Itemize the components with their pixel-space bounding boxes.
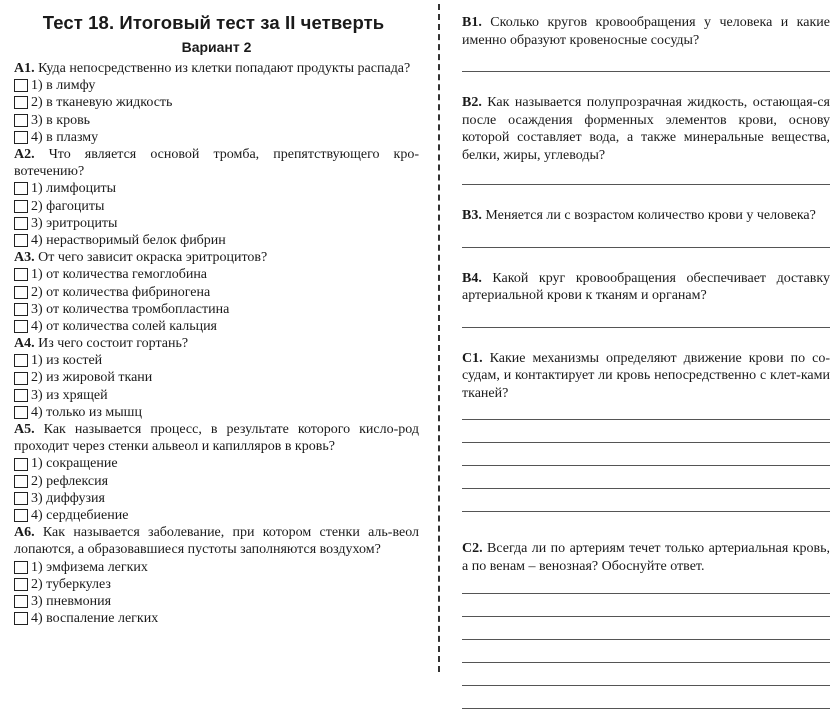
question-number: А1. — [14, 61, 35, 76]
answer-option[interactable] — [14, 559, 419, 576]
answer-option-label: 3) пневмония — [31, 593, 112, 609]
question-text — [462, 207, 830, 225]
answer-option[interactable] — [14, 318, 419, 335]
question-number: А6. — [14, 525, 35, 541]
answer-checkbox[interactable] — [14, 268, 28, 281]
question-number: А2. — [14, 146, 35, 162]
answer-option[interactable] — [14, 369, 419, 386]
answer-checkbox[interactable] — [14, 612, 28, 625]
question-number: В2. — [462, 95, 482, 110]
question-number: А3. — [14, 250, 35, 266]
question-b3 — [462, 207, 830, 248]
answer-option[interactable] — [14, 284, 419, 301]
answer-option[interactable] — [14, 404, 419, 421]
answer-option[interactable] — [14, 507, 419, 524]
answer-option-label: 2) рефлексия — [31, 473, 109, 489]
question-number: А5. — [14, 422, 35, 438]
question-text — [462, 350, 830, 403]
answer-line[interactable] — [462, 616, 830, 617]
answer-option[interactable] — [14, 94, 419, 111]
answer-checkbox[interactable] — [14, 96, 28, 109]
test-title: Тест 18. Итоговый тест за II четверть — [42, 12, 385, 33]
answer-checkbox[interactable] — [14, 200, 28, 213]
left-column — [14, 12, 419, 627]
answer-option-label: 4) нерастворимый белок фибрин — [31, 232, 226, 248]
answer-option-label: 3) из хрящей — [31, 387, 108, 403]
answer-option[interactable] — [14, 129, 419, 146]
question-text — [462, 540, 830, 575]
question-number: В3. — [462, 208, 482, 223]
answer-checkbox[interactable] — [14, 389, 28, 402]
question-body: Какой круг кровообращения обеспечивает доставку артериальной крови к тканям и органам? — [462, 270, 830, 303]
question-body: Какие механизмы определяют движение крови по со-судам, и контактирует ли кровь непосредственно с клет-ками тканей? — [462, 350, 831, 401]
answer-checkbox[interactable] — [14, 114, 28, 127]
answer-line[interactable] — [462, 247, 830, 248]
question-text — [14, 60, 419, 77]
answer-option-label: 1) в лимфу — [31, 78, 96, 94]
question-body: Как называется процесс, в результате которого кисло-род проходит через стенки альвеол и капилляров в кровь? — [14, 422, 420, 455]
answer-option-label: 4) только из мышц — [31, 404, 142, 420]
answer-option-label: 1) из костей — [31, 353, 103, 369]
answer-option[interactable] — [14, 490, 419, 507]
question-b4 — [462, 270, 830, 328]
answer-checkbox[interactable] — [14, 234, 28, 247]
question-body: Из чего состоит гортань? — [38, 336, 189, 352]
answer-option-label: 4) от количества солей кальция — [31, 318, 217, 334]
part-b-c-questions — [462, 14, 830, 709]
variant-label: Вариант 2 — [181, 39, 252, 55]
answer-line[interactable] — [462, 639, 830, 640]
question-body: Меняется ли с возрастом количество крови у человека? — [485, 208, 816, 223]
answer-option-label: 4) воспаление легких — [31, 611, 159, 627]
answer-option-label: 2) от количества фибриногена — [31, 284, 211, 300]
answer-option-label: 2) фагоциты — [31, 198, 105, 214]
answer-option[interactable] — [14, 610, 419, 627]
question-body: Что является основой тромба, препятствующего кро-вотечению? — [14, 146, 420, 180]
answer-checkbox[interactable] — [14, 182, 28, 195]
question-text — [462, 14, 830, 49]
answer-line[interactable] — [462, 593, 830, 594]
answer-checkbox[interactable] — [14, 217, 28, 230]
part-a-questions — [14, 60, 419, 627]
answer-option-label: 1) лимфоциты — [31, 181, 117, 197]
question-b2 — [462, 94, 830, 185]
question-c2 — [462, 540, 830, 709]
answer-checkbox[interactable] — [14, 561, 28, 574]
answer-option[interactable] — [14, 593, 419, 610]
question-text — [462, 270, 830, 305]
answer-option[interactable] — [14, 266, 419, 283]
question-text — [14, 146, 419, 180]
question-number: В1. — [462, 15, 482, 30]
question-a5 — [14, 421, 419, 524]
answer-option-label: 2) в тканевую жидкость — [31, 95, 173, 111]
answer-line[interactable] — [462, 71, 830, 72]
answer-checkbox[interactable] — [14, 458, 28, 471]
answer-option[interactable] — [14, 576, 419, 593]
answer-line[interactable] — [462, 327, 830, 328]
right-column — [462, 14, 830, 709]
answer-option-label: 4) в плазму — [31, 129, 99, 145]
answer-option-label: 1) сокращение — [31, 456, 118, 472]
answer-option[interactable] — [14, 112, 419, 129]
question-a6 — [14, 524, 419, 627]
answer-option[interactable] — [14, 387, 419, 404]
cut-line-divider — [438, 4, 440, 672]
answer-option-label: 1) эмфизема легких — [31, 559, 148, 575]
answer-option[interactable] — [14, 180, 419, 197]
question-a1 — [14, 60, 419, 146]
answer-option[interactable] — [14, 77, 419, 94]
answer-option-label: 3) диффузия — [31, 490, 105, 506]
answer-checkbox[interactable] — [14, 492, 28, 505]
question-body: От чего зависит окраска эритроцитов? — [38, 250, 268, 266]
answer-option[interactable] — [14, 215, 419, 232]
answer-checkbox[interactable] — [14, 303, 28, 316]
question-number: С2. — [462, 541, 483, 556]
answer-line[interactable] — [462, 465, 830, 466]
answer-checkbox[interactable] — [14, 372, 28, 385]
question-text — [14, 335, 419, 352]
question-text — [14, 524, 419, 558]
answer-line[interactable] — [462, 685, 830, 686]
answer-line[interactable] — [462, 488, 830, 489]
answer-option[interactable] — [14, 352, 419, 369]
answer-option[interactable] — [14, 301, 419, 318]
question-c1 — [462, 350, 830, 513]
answer-checkbox[interactable] — [14, 475, 28, 488]
question-number: С1. — [462, 350, 483, 366]
answer-option[interactable] — [14, 455, 419, 472]
answer-option[interactable] — [14, 198, 419, 215]
question-number: В4. — [462, 270, 482, 286]
question-body: Как называется полупрозрачная жидкость, остающая-ся после осаждения форменных элементов крови, основу которой составляет вода, а также минеральные вещества, белки, жиры, углеводы? — [462, 95, 831, 163]
answer-checkbox[interactable] — [14, 354, 28, 367]
answer-checkbox[interactable] — [14, 509, 28, 522]
answer-checkbox[interactable] — [14, 79, 28, 92]
answer-option[interactable] — [14, 473, 419, 490]
question-b1 — [462, 14, 830, 72]
question-number: А4. — [14, 336, 35, 352]
question-body: Куда непосредственно из клетки попадают продукты распада? — [38, 61, 411, 76]
question-a4 — [14, 335, 419, 421]
question-body: Как называется заболевание, при котором стенки аль-веол лопаются, а образовавшиеся пустоты заполняются воздухом? — [14, 525, 420, 558]
answer-line[interactable] — [462, 511, 830, 512]
question-body: Сколько кругов кровообращения у человека и какие именно образуют кровеносные сосуды? — [462, 15, 830, 48]
answer-option-label: 2) туберкулез — [31, 576, 111, 592]
answer-line[interactable] — [462, 184, 830, 185]
answer-option-label: 3) в кровь — [31, 112, 91, 128]
answer-line[interactable] — [462, 662, 830, 663]
question-text — [14, 249, 419, 266]
answer-checkbox[interactable] — [14, 131, 28, 144]
question-body: Всегда ли по артериям течет только артериальная кровь, а по венам – венозная? Обоснуйте ответ. — [462, 541, 830, 574]
question-a3 — [14, 249, 419, 335]
answer-option-label: 3) эритроциты — [31, 215, 118, 231]
answer-checkbox[interactable] — [14, 406, 28, 419]
question-text — [462, 94, 830, 164]
answer-option-label: 4) сердцебиение — [31, 507, 129, 523]
question-a2 — [14, 146, 419, 249]
question-text — [14, 421, 419, 455]
answer-checkbox[interactable] — [14, 578, 28, 591]
answer-checkbox[interactable] — [14, 320, 28, 333]
answer-option-label: 2) из жировой ткани — [31, 370, 153, 386]
answer-option-label: 1) от количества гемоглобина — [31, 267, 208, 283]
answer-checkbox[interactable] — [14, 595, 28, 608]
answer-checkbox[interactable] — [14, 286, 28, 299]
answer-line[interactable] — [462, 442, 830, 443]
answer-option[interactable] — [14, 232, 419, 249]
answer-line[interactable] — [462, 419, 830, 420]
answer-option-label: 3) от количества тромбопластина — [31, 301, 230, 317]
